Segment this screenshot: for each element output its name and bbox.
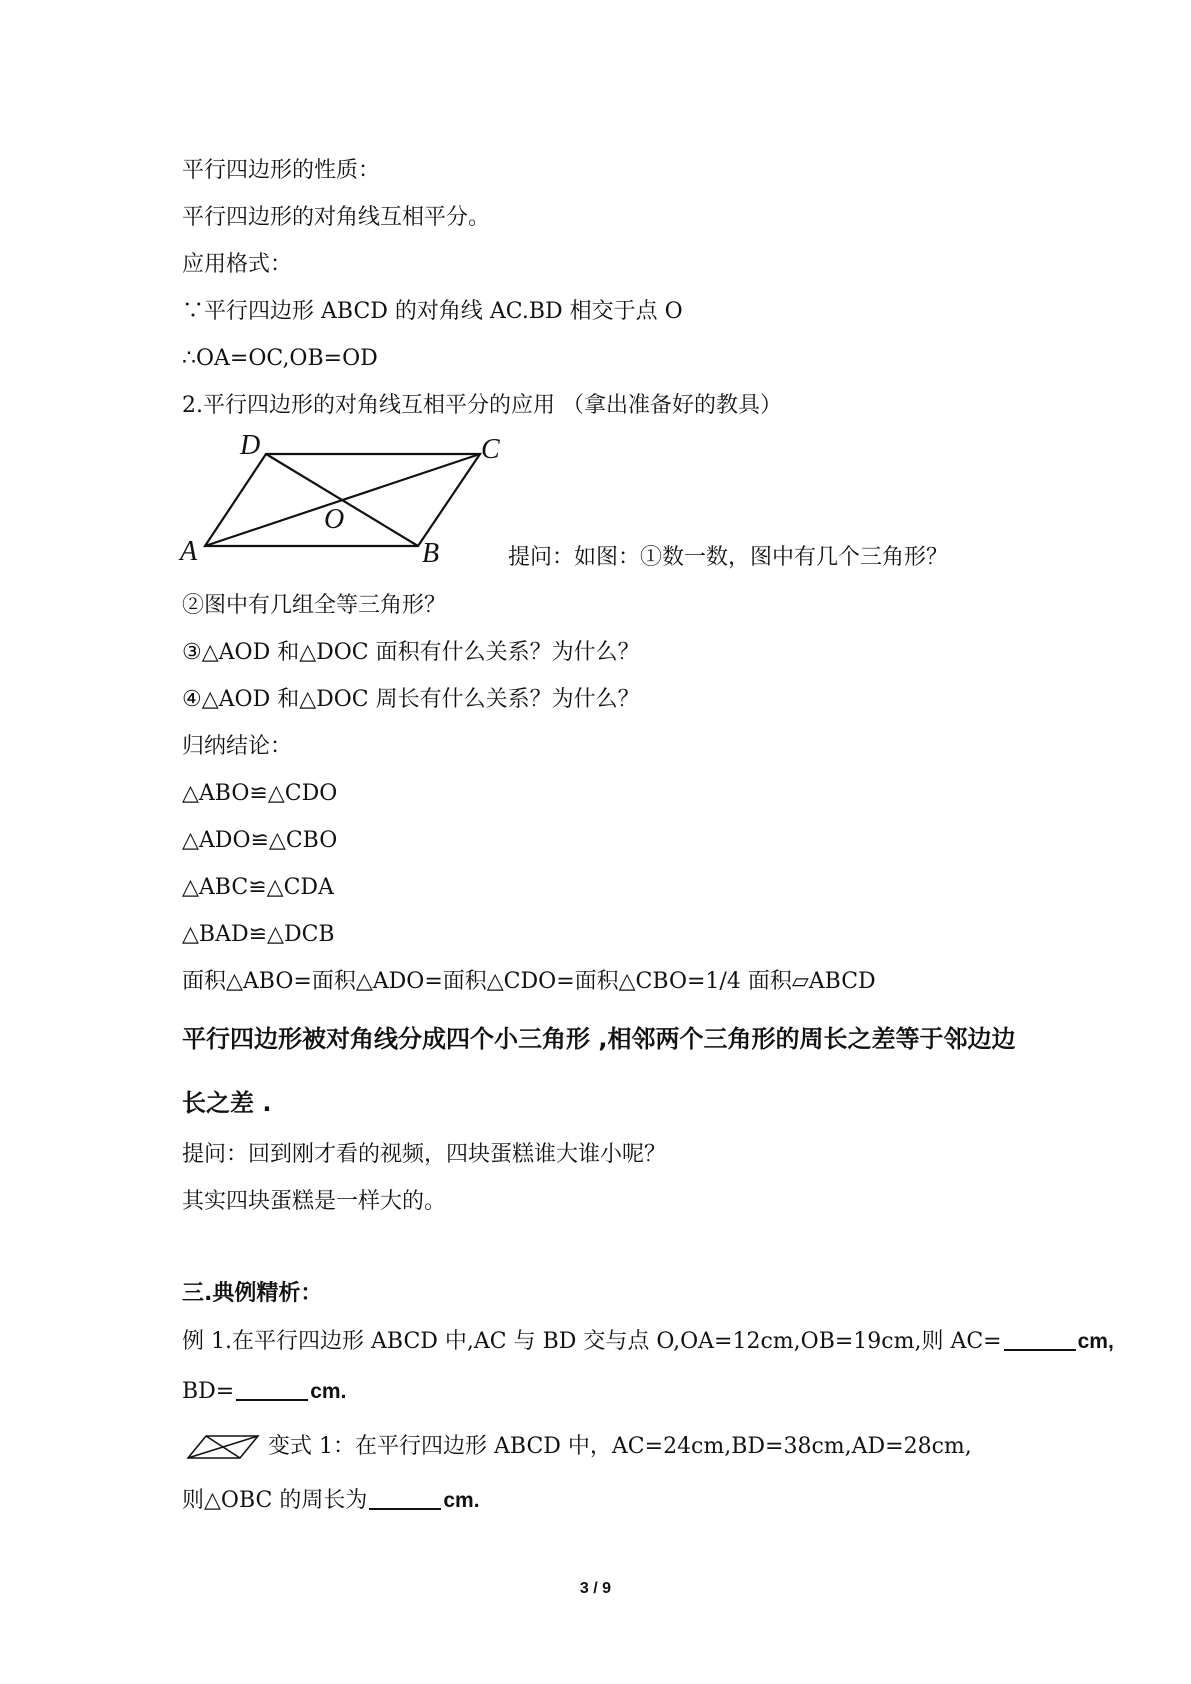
answer-blank-ac[interactable] <box>1004 1327 1076 1351</box>
small-parallelogram-figure <box>184 1430 262 1464</box>
congruence-2: △ADO≌△CBO <box>182 828 338 853</box>
conclusion-heading: 归纳结论： <box>182 734 293 759</box>
bd-label: BD= <box>182 1379 235 1404</box>
unit-cm-2: cm. <box>310 1380 347 1403</box>
application-heading: 2.平行四边形的对角线互相平分的应用 （拿出准备好的教具） <box>182 393 782 418</box>
property-statement: 平行四边形的对角线互相平分。 <box>182 205 491 230</box>
question-4: ④△AOD 和△DOC 周长有什么关系？为什么？ <box>182 687 640 712</box>
perimeter-conclusion-line2: 长之差 . <box>182 1089 272 1117</box>
congruence-3: △ABC≌△CDA <box>182 875 334 900</box>
example-1-line2 <box>182 1377 346 1407</box>
label-c: C <box>481 434 500 465</box>
label-b: B <box>422 538 440 569</box>
therefore-statement: ∴OA=OC,OB=OD <box>182 346 378 371</box>
unit-cm-1: cm, <box>1077 1330 1114 1353</box>
application-format-heading: 应用格式： <box>182 252 293 277</box>
area-equality: 面积△ABO=面积△ADO=面积△CDO=面积△CBO=1/4 面积▱ABCD <box>182 969 876 994</box>
page-number: 3 / 9 <box>579 1580 612 1597</box>
because-statement: ∵平行四边形 ABCD 的对角线 AC.BD 相交于点 O <box>182 299 683 324</box>
label-d: D <box>240 432 261 461</box>
example-1-text: 例 1.在平行四边形 ABCD 中,AC 与 BD 交与点 O,OA=12cm,OB=19cm,则 AC= <box>182 1329 1002 1354</box>
question-1: 提问：如图：①数一数，图中有几个三角形？ <box>508 545 949 570</box>
variant-1-line2 <box>182 1486 480 1516</box>
variant-1-prompt: 则△OBC 的周长为 <box>182 1488 368 1513</box>
question-2: ②图中有几组全等三角形？ <box>182 593 447 618</box>
question-3: ③△AOD 和△DOC 面积有什么关系？为什么？ <box>182 640 640 665</box>
property-heading: 平行四边形的性质： <box>182 158 381 183</box>
answer-blank-bd[interactable] <box>236 1377 308 1401</box>
unit-cm-3: cm. <box>443 1489 480 1512</box>
video-question: 提问：回到刚才看的视频，四块蛋糕谁大谁小呢？ <box>182 1142 667 1167</box>
congruence-4: △BAD≌△DCB <box>182 922 335 947</box>
answer-blank-perimeter[interactable] <box>369 1486 441 1510</box>
variant-1-line1: 变式 1：在平行四边形 ABCD 中，AC=24cm,BD=38cm,AD=28cm, <box>268 1434 972 1459</box>
perimeter-conclusion-line1: 平行四边形被对角线分成四个小三角形 ,相邻两个三角形的周长之差等于邻边边 <box>182 1025 1016 1053</box>
section-3-heading: 三.典例精析： <box>182 1281 323 1306</box>
example-1-line1 <box>182 1327 1114 1357</box>
label-a: A <box>180 536 198 567</box>
congruence-1: △ABO≌△CDO <box>182 781 338 806</box>
parallelogram-figure <box>178 432 518 572</box>
video-answer: 其实四块蛋糕是一样大的。 <box>182 1189 447 1214</box>
label-o: O <box>324 504 345 535</box>
